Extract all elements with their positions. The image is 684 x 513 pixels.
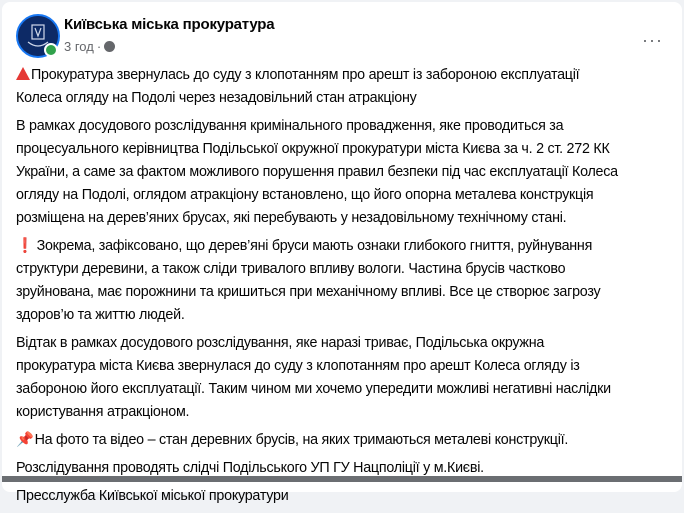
line-text: На фото та відео – стан деревних брусів, на яких тримаються металеві конструкції. <box>34 432 569 448</box>
line-text: користування атракціоном. <box>16 404 190 420</box>
line-text: здоров’ю та життю людей. <box>16 307 185 323</box>
exclamation-icon: ❗ <box>16 238 34 254</box>
post-paragraph <box>16 429 666 452</box>
paragraph-line <box>16 235 666 258</box>
post-text <box>16 64 666 513</box>
paragraph-line <box>16 138 666 161</box>
post-paragraph <box>16 485 666 508</box>
paragraph-line <box>16 355 666 378</box>
paragraph-line <box>16 332 666 355</box>
line-text: Колеса огляду на Подолі через незадовільний стан атракціону <box>16 90 417 106</box>
pushpin-icon: 📌 <box>16 432 34 448</box>
paragraph-line <box>16 429 666 452</box>
paragraph-line <box>16 281 666 304</box>
paragraph-line <box>16 378 666 401</box>
post-time[interactable]: 3 год <box>64 39 94 54</box>
paragraph-line <box>16 64 666 87</box>
post-paragraph <box>16 64 666 110</box>
post-paragraph <box>16 235 666 327</box>
line-text: огляду на Подолі, оглядом атракціону встановлено, що його опорна металева конструкція <box>16 187 594 203</box>
line-text: зруйнована, має порожнини та кришиться при механічному впливі. Все це створює загрозу <box>16 284 601 300</box>
post-card <box>2 2 682 504</box>
line-text: розміщена на дерев’яних брусах, які перебувають у незадовільному технічному стані. <box>16 210 567 226</box>
author-name[interactable]: Київська міська прокуратура <box>64 16 275 33</box>
paragraph-line <box>16 401 666 424</box>
paragraph-line <box>16 87 666 110</box>
paragraph-line <box>16 115 666 138</box>
post-paragraph <box>16 332 666 424</box>
line-text: прокуратура міста Києва звернулася до суду з клопотанням про арешт Колеса огляду із <box>16 358 580 374</box>
globe-icon <box>104 41 115 52</box>
post-media-preview[interactable] <box>2 476 682 482</box>
red-triangle-icon <box>16 67 30 80</box>
line-text: Розслідування проводять слідчі Подільського УП ГУ Нацполіції у м.Києві. <box>16 460 484 476</box>
line-text: Пресслужба Київської міської прокуратури <box>16 488 289 504</box>
line-text: Зокрема, зафіксовано, що дерев’яні бруси мають ознаки глибокого гниття, руйнування <box>36 238 593 254</box>
paragraph-line <box>16 184 666 207</box>
post-paragraph <box>16 115 666 230</box>
paragraph-line <box>16 207 666 230</box>
online-status-dot <box>44 43 58 57</box>
line-text: Прокуратура звернулась до суду з клопотанням про арешт із забороною експлуатації <box>31 67 580 83</box>
line-text: України, а саме за фактом можливого порушення правил безпеки під час експлуатації Колеса <box>16 164 618 180</box>
meta-separator: · <box>96 39 102 54</box>
line-text: В рамках досудового розслідування кримінального провадження, яке проводиться за <box>16 118 564 134</box>
paragraph-line <box>16 485 666 508</box>
paragraph-line <box>16 258 666 281</box>
line-text: структури деревини, а також сліди тривалого впливу вологи. Частина брусів частково <box>16 261 566 277</box>
line-text: забороною його експлуатації. Таким чином ми хочемо упередити можливі негативні наслідки <box>16 381 611 397</box>
paragraph-line <box>16 304 666 327</box>
line-text: Відтак в рамках досудового розслідування, яке наразі триває, Подільська окружна <box>16 335 545 351</box>
post-meta <box>64 39 115 54</box>
more-options-button[interactable]: ··· <box>642 30 663 50</box>
line-text: процесуального керівництва Подільської окружної прокуратури міста Києва за ч. 2 ст. 272 КК <box>16 141 610 157</box>
paragraph-line <box>16 161 666 184</box>
